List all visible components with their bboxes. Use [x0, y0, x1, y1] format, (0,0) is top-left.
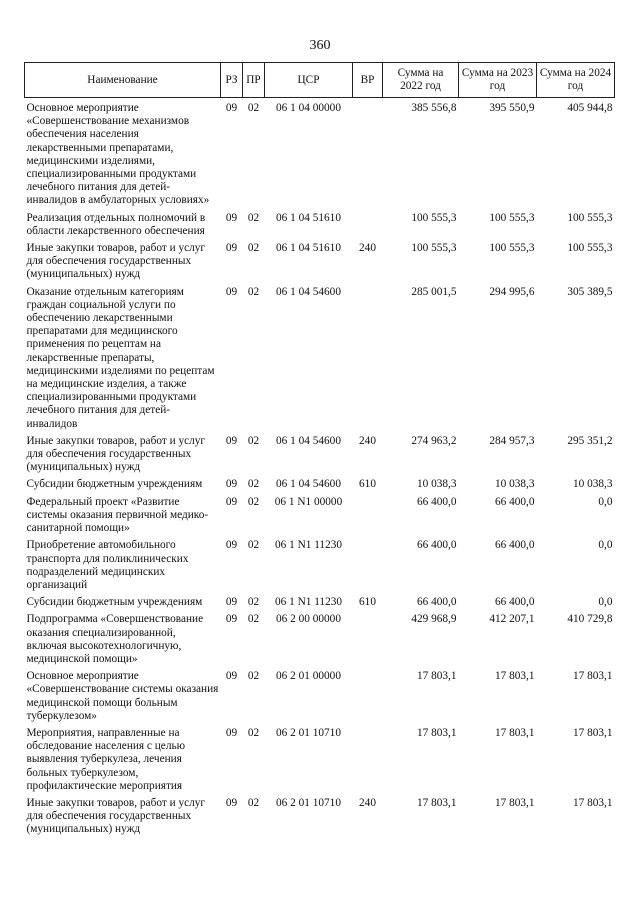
row-sum-2022: 10 038,3 [416, 478, 457, 491]
row-rz: 09 [225, 596, 238, 609]
header-vr: ВР [353, 63, 383, 98]
row-rz: 09 [225, 613, 238, 626]
row-sum-2023: 66 400,0 [494, 495, 535, 508]
row-sum-2023: 66 400,0 [494, 539, 535, 552]
row-pr: 02 [247, 670, 260, 683]
row-pr: 02 [247, 596, 260, 609]
row-sum-2022: 66 400,0 [416, 495, 457, 508]
row-rz: 09 [225, 102, 238, 114]
row-name: Иные закупки товаров, работ и услуг для обеспечения государственных (муниципальных) нужд [26, 796, 206, 836]
row-csr: 06 2 01 10710 [276, 726, 341, 739]
table-row [25, 666, 615, 723]
row-name: Основное мероприятие «Совершенствование системы оказания медицинской помощи больным туберкулезом» [26, 670, 219, 722]
row-sum-2024: 17 803,1 [572, 796, 613, 809]
row-name: Приобретение автомобильного транспорта для поликлинических подразделений медицинских организаций [26, 539, 189, 591]
table-row [25, 238, 615, 282]
row-sum-2022: 100 555,3 [411, 211, 457, 224]
row-name: Субсидии бюджетным учреждениям [26, 478, 203, 491]
row-sum-2022: 66 400,0 [416, 539, 457, 552]
row-rz: 09 [225, 285, 238, 298]
row-pr: 02 [247, 285, 260, 298]
row-sum-2022: 17 803,1 [416, 796, 457, 809]
row-sum-2023: 395 550,9 [489, 102, 535, 114]
row-rz: 09 [225, 495, 238, 508]
header-pr: ПР [243, 63, 265, 98]
row-rz: 09 [225, 670, 238, 683]
table-row [25, 492, 615, 536]
row-vr [353, 282, 383, 431]
row-name: Иные закупки товаров, работ и услуг для обеспечения государственных (муниципальных) нужд [26, 242, 206, 281]
row-name: Федеральный проект «Развитие системы оказания первичной медико-санитарной помощи» [26, 495, 209, 535]
row-vr [353, 208, 383, 238]
row-pr: 02 [247, 478, 260, 491]
row-sum-2023: 284 957,3 [489, 434, 535, 447]
row-sum-2024: 100 555,3 [567, 242, 613, 255]
header-sum-2023: Сумма на 2023 год [459, 63, 537, 98]
row-sum-2022: 274 963,2 [411, 434, 457, 447]
row-sum-2024: 405 944,8 [567, 102, 613, 114]
row-vr [353, 492, 383, 536]
row-csr: 06 1 04 54600 [276, 285, 341, 298]
row-sum-2023: 294 995,6 [489, 285, 535, 298]
row-rz: 09 [225, 211, 238, 224]
row-name: Иные закупки товаров, работ и услуг для обеспечения государственных (муниципальных) нужд [26, 434, 206, 474]
row-sum-2022: 385 556,8 [411, 102, 457, 114]
row-vr: 240 [359, 242, 376, 255]
row-sum-2023: 66 400,0 [494, 596, 535, 609]
row-rz: 09 [225, 478, 238, 491]
row-vr: 240 [359, 434, 376, 447]
header-csr: ЦСР [265, 63, 353, 98]
table-row [25, 609, 615, 666]
row-sum-2022: 17 803,1 [416, 726, 457, 739]
row-rz: 09 [225, 796, 238, 809]
row-csr: 06 2 00 00000 [276, 613, 341, 626]
header-sum-2024: Сумма на 2024 год [537, 63, 615, 98]
row-sum-2022: 17 803,1 [416, 670, 457, 683]
row-sum-2023: 412 207,1 [489, 613, 535, 626]
row-sum-2024: 0,0 [598, 495, 613, 508]
table-row [25, 282, 615, 431]
header-row [25, 63, 615, 98]
table-row [25, 474, 615, 491]
row-csr: 06 1 N1 11230 [274, 596, 343, 609]
row-pr: 02 [247, 102, 260, 114]
page-number: 360 [309, 38, 331, 53]
row-vr: 610 [359, 478, 376, 491]
row-sum-2023: 100 555,3 [489, 242, 535, 255]
row-sum-2022: 66 400,0 [416, 596, 457, 609]
row-name: Субсидии бюджетным учреждениям [26, 596, 203, 609]
row-csr: 06 1 04 51610 [276, 211, 341, 224]
row-vr [353, 535, 383, 592]
row-csr: 06 1 04 51610 [276, 242, 341, 255]
row-sum-2023: 10 038,3 [494, 478, 535, 491]
row-rz: 09 [225, 434, 238, 447]
header-name: Наименование [25, 63, 221, 98]
row-pr: 02 [247, 796, 260, 809]
table-row [25, 431, 615, 475]
row-name: Мероприятия, направленные на обследование населения с целью выявления туберкулеза, лечения больных туберкулезом, профилактические мероприятия [26, 726, 186, 792]
row-vr [353, 723, 383, 793]
table-row [25, 208, 615, 238]
row-pr: 02 [247, 726, 260, 739]
row-vr [353, 98, 383, 208]
row-pr: 02 [247, 211, 260, 224]
row-sum-2024: 10 038,3 [572, 478, 613, 491]
row-csr: 06 1 04 00000 [276, 102, 341, 114]
row-rz: 09 [225, 539, 238, 552]
table-row [25, 723, 615, 793]
row-sum-2023: 17 803,1 [494, 726, 535, 739]
row-pr: 02 [247, 495, 260, 508]
table-row [25, 793, 615, 837]
row-vr: 240 [359, 796, 376, 809]
row-sum-2023: 17 803,1 [494, 796, 535, 809]
row-sum-2024: 0,0 [598, 539, 613, 552]
row-pr: 02 [247, 613, 260, 626]
row-sum-2024: 305 389,5 [567, 285, 613, 298]
row-csr: 06 1 N1 11230 [274, 539, 343, 552]
row-rz: 09 [225, 242, 238, 255]
row-sum-2024: 17 803,1 [572, 670, 613, 683]
row-sum-2023: 17 803,1 [494, 670, 535, 683]
table-row [25, 592, 615, 609]
row-name: Реализация отдельных полномочий в области лекарственного обеспечения [26, 211, 206, 237]
row-sum-2024: 100 555,3 [567, 211, 613, 224]
row-csr: 06 2 01 10710 [276, 796, 341, 809]
row-name: Подпрограмма «Совершенствование оказания специализированной, включая высокотехнологичную, медицинской помощи» [26, 613, 204, 665]
header-rz: РЗ [221, 63, 243, 98]
row-csr: 06 1 N1 00000 [274, 495, 343, 508]
row-name: Оказание отдельным категориям граждан социальной услуги по обеспечению лекарственными препаратами для медицинского применения по рецептам на лекарственные препараты, медицинскими изделиями по рецептам на медицинские изделия, а также специализированными продуктами лечебного питания для детей-инвалидов [26, 285, 215, 430]
row-pr: 02 [247, 242, 260, 255]
row-name: Основное мероприятие «Совершенствование механизмов обеспечения населения лекарственными препаратами, медицинскими изделиями, специализированными продуктами лечебного питания для детей-инвалидов в амбулаторных условиях» [26, 102, 210, 207]
row-sum-2022: 429 968,9 [411, 613, 457, 626]
row-pr: 02 [247, 539, 260, 552]
row-rz: 09 [225, 726, 238, 739]
row-sum-2023: 100 555,3 [489, 211, 535, 224]
header-sum-2022: Сумма на 2022 год [383, 63, 459, 98]
row-vr [353, 609, 383, 666]
row-sum-2022: 100 555,3 [411, 242, 457, 255]
row-csr: 06 1 04 54600 [276, 478, 341, 491]
row-csr: 06 1 04 54600 [276, 434, 341, 447]
row-vr: 610 [359, 596, 376, 609]
row-sum-2024: 295 351,2 [567, 434, 613, 447]
row-sum-2024: 0,0 [598, 596, 613, 609]
row-sum-2024: 410 729,8 [567, 613, 613, 626]
row-vr [353, 666, 383, 723]
table-row [25, 98, 615, 208]
row-sum-2024: 17 803,1 [572, 726, 613, 739]
row-csr: 06 2 01 00000 [276, 670, 341, 683]
table-row [25, 535, 615, 592]
row-sum-2022: 285 001,5 [411, 285, 457, 298]
row-pr: 02 [247, 434, 260, 447]
budget-table [24, 62, 615, 837]
